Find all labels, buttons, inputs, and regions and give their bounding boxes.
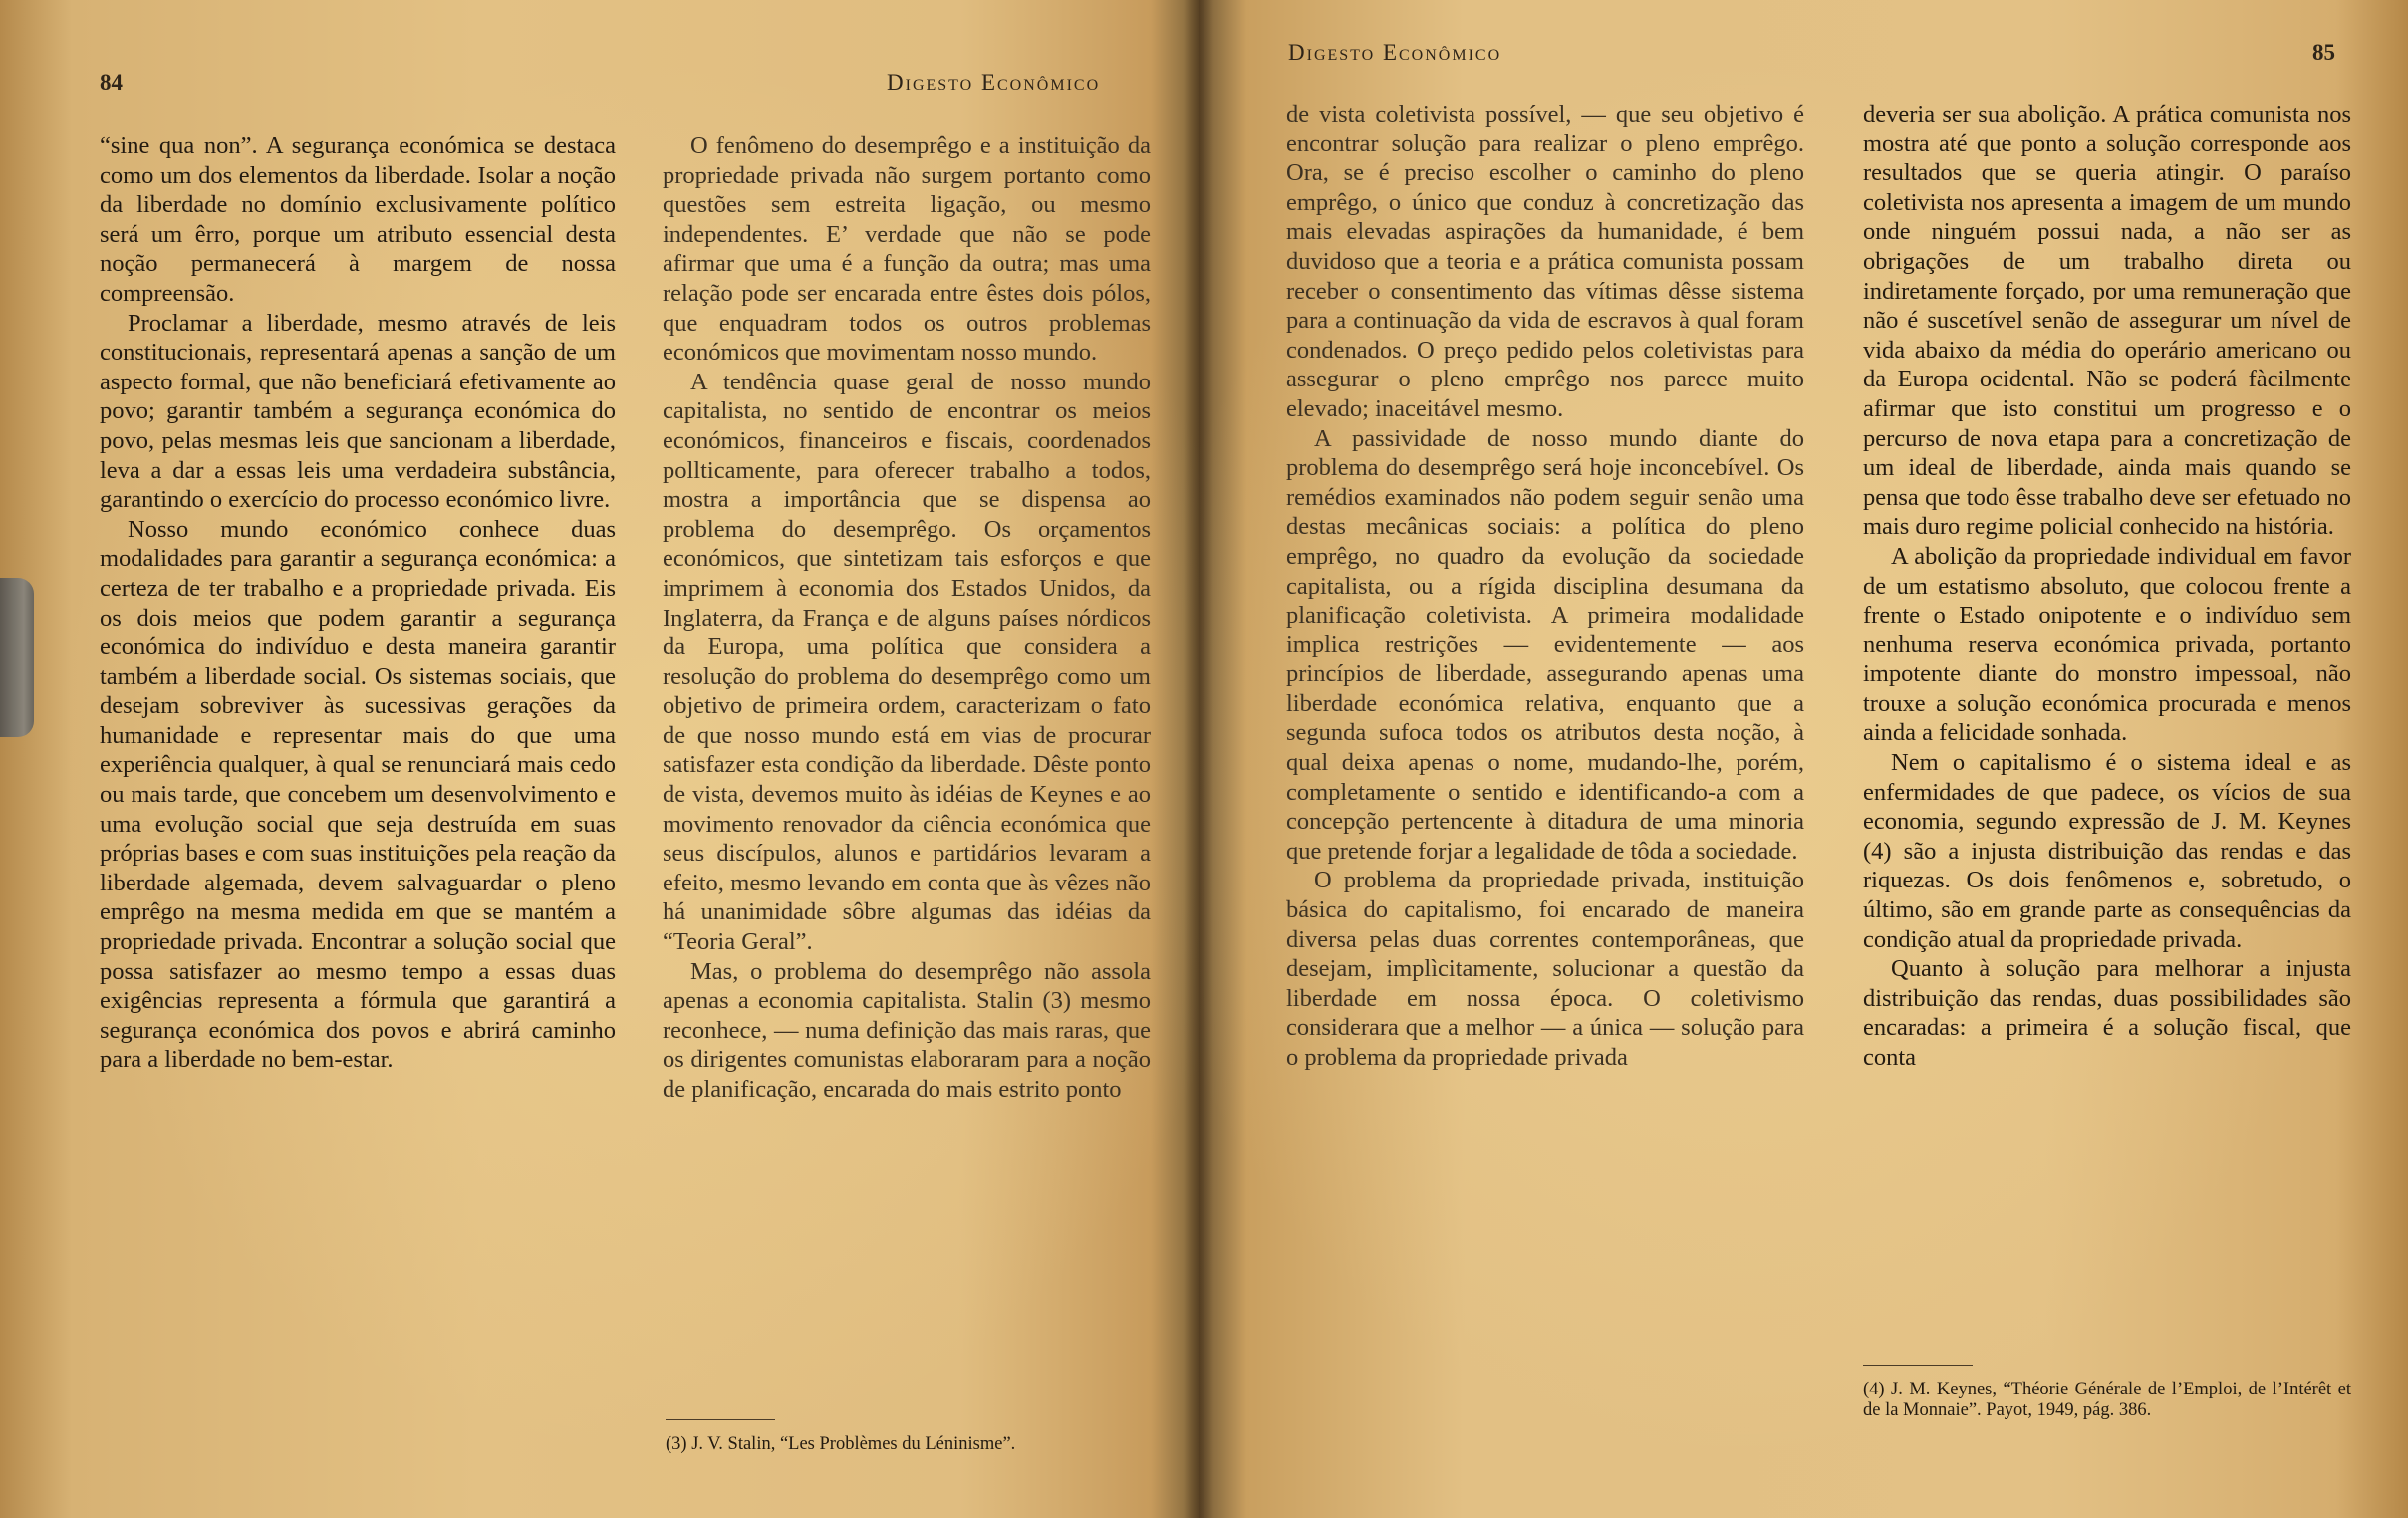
paragraph: deveria ser sua abolição. A prática comunista nos mostra até que ponto a solução corresponde aos resultados que se queria atingir. O paraíso coletivista nos apresenta a imagem de um mundo onde ninguém possui nada, a não ser as obrigações de um trabalho direta ou indiretamente forçado, por uma remuneração que não é suscetível senão de assegurar um nível de vida abaixo da média do operário americano ou da Europa ocidental. Não se poderá fàcilmente afirmar que isto constitui um progresso e o percurso de nova etapa para a concretização de um ideal de liberdade, ainda mais quando se pensa que todo êsse trabalho deve ser efetuado no mais duro regime policial conhecido na história. [1863, 101, 2351, 541]
paragraph: “sine qua non”. A segurança económica se destaca como um dos elementos da liberdade. Isolar a noção da liberdade no domínio exclusivamente político será um êrro, porque um atributo essencial desta noção permanecerá à margem de nossa compreensão. [100, 132, 616, 307]
running-head-right: Digesto Econômico [1288, 40, 1502, 65]
page-number-left: 84 [100, 70, 123, 95]
running-head-left: Digesto Econômico [887, 70, 1101, 95]
footnote-rule-right [1863, 1365, 1973, 1366]
paragraph: Mas, o problema do desemprêgo não assola apenas a economia capitalista. Stalin (3) mesmo reconhece, — numa definição das mais raras, que os dirigentes comunistas elaboraram para a noção de planificação, encarada do mais estrito ponto [663, 957, 1151, 1103]
paragraph: O problema da propriedade privada, instituição básica do capitalismo, foi encarado de maneira diversa pelas duas correntes contemporâneas, que desejam, implìcitamente, solucionar a questão da liberdade em nossa época. O coletivismo considerara que a melhor — a única — solução para o problema da propriedade privada [1286, 867, 1804, 1071]
right-page [1199, 0, 2408, 1518]
paragraph: Quanto à solução para melhorar a injusta distribuição das rendas, duas possibilidades são encaradas: a primeira é a solução fiscal, que conta [1863, 955, 2351, 1071]
left-page [0, 0, 1199, 1518]
left-page-column-2 [663, 131, 1151, 1105]
footnote-left: (3) J. V. Stalin, “Les Problèmes du Léninisme”. [666, 1434, 1016, 1454]
footnote-rule-left [666, 1419, 775, 1420]
paragraph: A tendência quase geral de nosso mundo capitalista, no sentido de encontrar os meios económicos, financeiros e fiscais, coordenados pollticamente, para oferecer trabalho a todos, mostra a importância que se dispensa ao problema do desemprêgo. Os orçamentos económicos, que sintetizam tais esforços e que imprimem à economia dos Estados Unidos, da Inglaterra, da França e de alguns países nórdicos da Europa, uma política que considera a resolução do problema do desemprêgo como um objetivo de primeira ordem, caracterizam o fato de que nosso mundo está em vias de procurar satisfazer esta condição da liberdade. Dêste ponto de vista, devemos muito às idéias de Keynes e ao movimento renovador da ciência económica que seus discípulos, alunos e partidários levaram a efeito, mesmo levando em conta que às vêzes não há unanimidade sôbre algumas das idéias da “Teoria Geral”. [663, 368, 1151, 956]
page-number-right: 85 [2312, 40, 2335, 65]
right-page-column-2 [1863, 100, 2351, 1073]
paragraph: Proclamar a liberdade, mesmo através de leis constitucionais, representará apenas a sanção de um aspecto formal, que não beneficiará efetivamente ao povo; garantir também a segurança económica do povo, pelas mesmas leis que sancionam a liberdade, leva a dar a essas leis uma verdadeira substância, garantindo o exercício do processo económico livre. [100, 309, 616, 514]
binding-clip [0, 578, 34, 737]
paragraph: Nem o capitalismo é o sistema ideal e as enfermidades de que padece, os vícios de sua economia, segundo expressão de J. M. Keynes (4) são a injusta distribuição das rendas e das riquezas. Os dois fenômenos e, sobretudo, o último, são em grande parte as consequências da condição atual da propriedade privada. [1863, 749, 2351, 953]
paragraph: A passividade de nosso mundo diante do problema do desemprêgo será hoje inconcebível. Os remédios examinados não podem seguir senão uma destas mecânicas sociais: a política do pleno emprêgo, no quadro da evolução da sociedade capitalista, ou a rígida disciplina desumana da planificação coletivista. A primeira modalidade implica restrições — evidentemente — aos princípios de liberdade, assegurando apenas uma liberdade económica relativa, enquanto que a segunda sufoca todos os atributos desta noção, à qual deixa apenas o nome, mudando-lhe, porém, completamente o sentido e identificando-a com a concepção pertencente à ditadura de uma minoria que pretende forjar a legalidade de tôda a sociedade. [1286, 424, 1804, 865]
left-page-column-1 [100, 131, 616, 1075]
book-gutter [1184, 0, 1213, 1518]
paragraph: O fenômeno do desemprêgo e a instituição da propriedade privada não surgem portanto como questões sem estreita ligação, ou mesmo independentes. E’ verdade que não se pode afirmar que uma é a função da outra; mas uma relação pode ser encarada entre êstes dois pólos, que enquadram todos os outros problemas económicos que movimentam nosso mundo. [663, 132, 1151, 367]
right-page-column-1 [1286, 100, 1804, 1073]
paragraph: A abolição da propriedade individual em favor de um estatismo absoluto, que colocou frente a frente o Estado onipotente e o indivíduo sem nenhuma reserva económica privada, portanto impotente diante do monstro impessoal, não trouxe a solução económica procurada e menos ainda a felicidade sonhada. [1863, 542, 2351, 747]
paragraph: Nosso mundo económico conhece duas modalidades para garantir a segurança económica: a certeza de ter trabalho e a propriedade privada. Eis os dois meios que podem garantir a segurança económica do indivíduo e desta maneira garantir também a liberdade social. Os sistemas sociais, que desejam sobreviver às sucessivas gerações da humanidade e representar mais do que uma experiência qualquer, à qual se renunciará mais cedo ou mais tarde, que concebem um desenvolvimento e uma evolução social que seja destruída em suas próprias bases e com suas instituições pela reação da liberdade algemada, devem salvaguardar o pleno emprêgo na mesma medida em que se mantém a propriedade privada. Encontrar a solução social que possa satisfazer ao mesmo tempo a essas duas exigências representa a fórmula que garantirá a segurança económica dos povos e abrirá caminho para a liberdade no bem-estar. [100, 515, 616, 1074]
paragraph: de vista coletivista possível, — que seu objetivo é encontrar solução para realizar o pleno emprêgo. Ora, se é preciso escolher o caminho do pleno emprêgo, o único que conduz à concretização das mais elevadas aspirações da humanidade, é bem duvidoso que a teoria e a prática comunista possam receber o consentimento das vítimas dêsse sistema para a continuação da vida de escravos à qual foram condenados. O preço pedido pelos coletivistas para assegurar o pleno emprêgo nos parece muito elevado; inaceitável mesmo. [1286, 101, 1804, 422]
footnote-right: (4) J. M. Keynes, “Théorie Générale de l’Emploi, de l’Intérêt et de la Monnaie”. Payot, 1949, pág. 386. [1863, 1380, 2351, 1420]
